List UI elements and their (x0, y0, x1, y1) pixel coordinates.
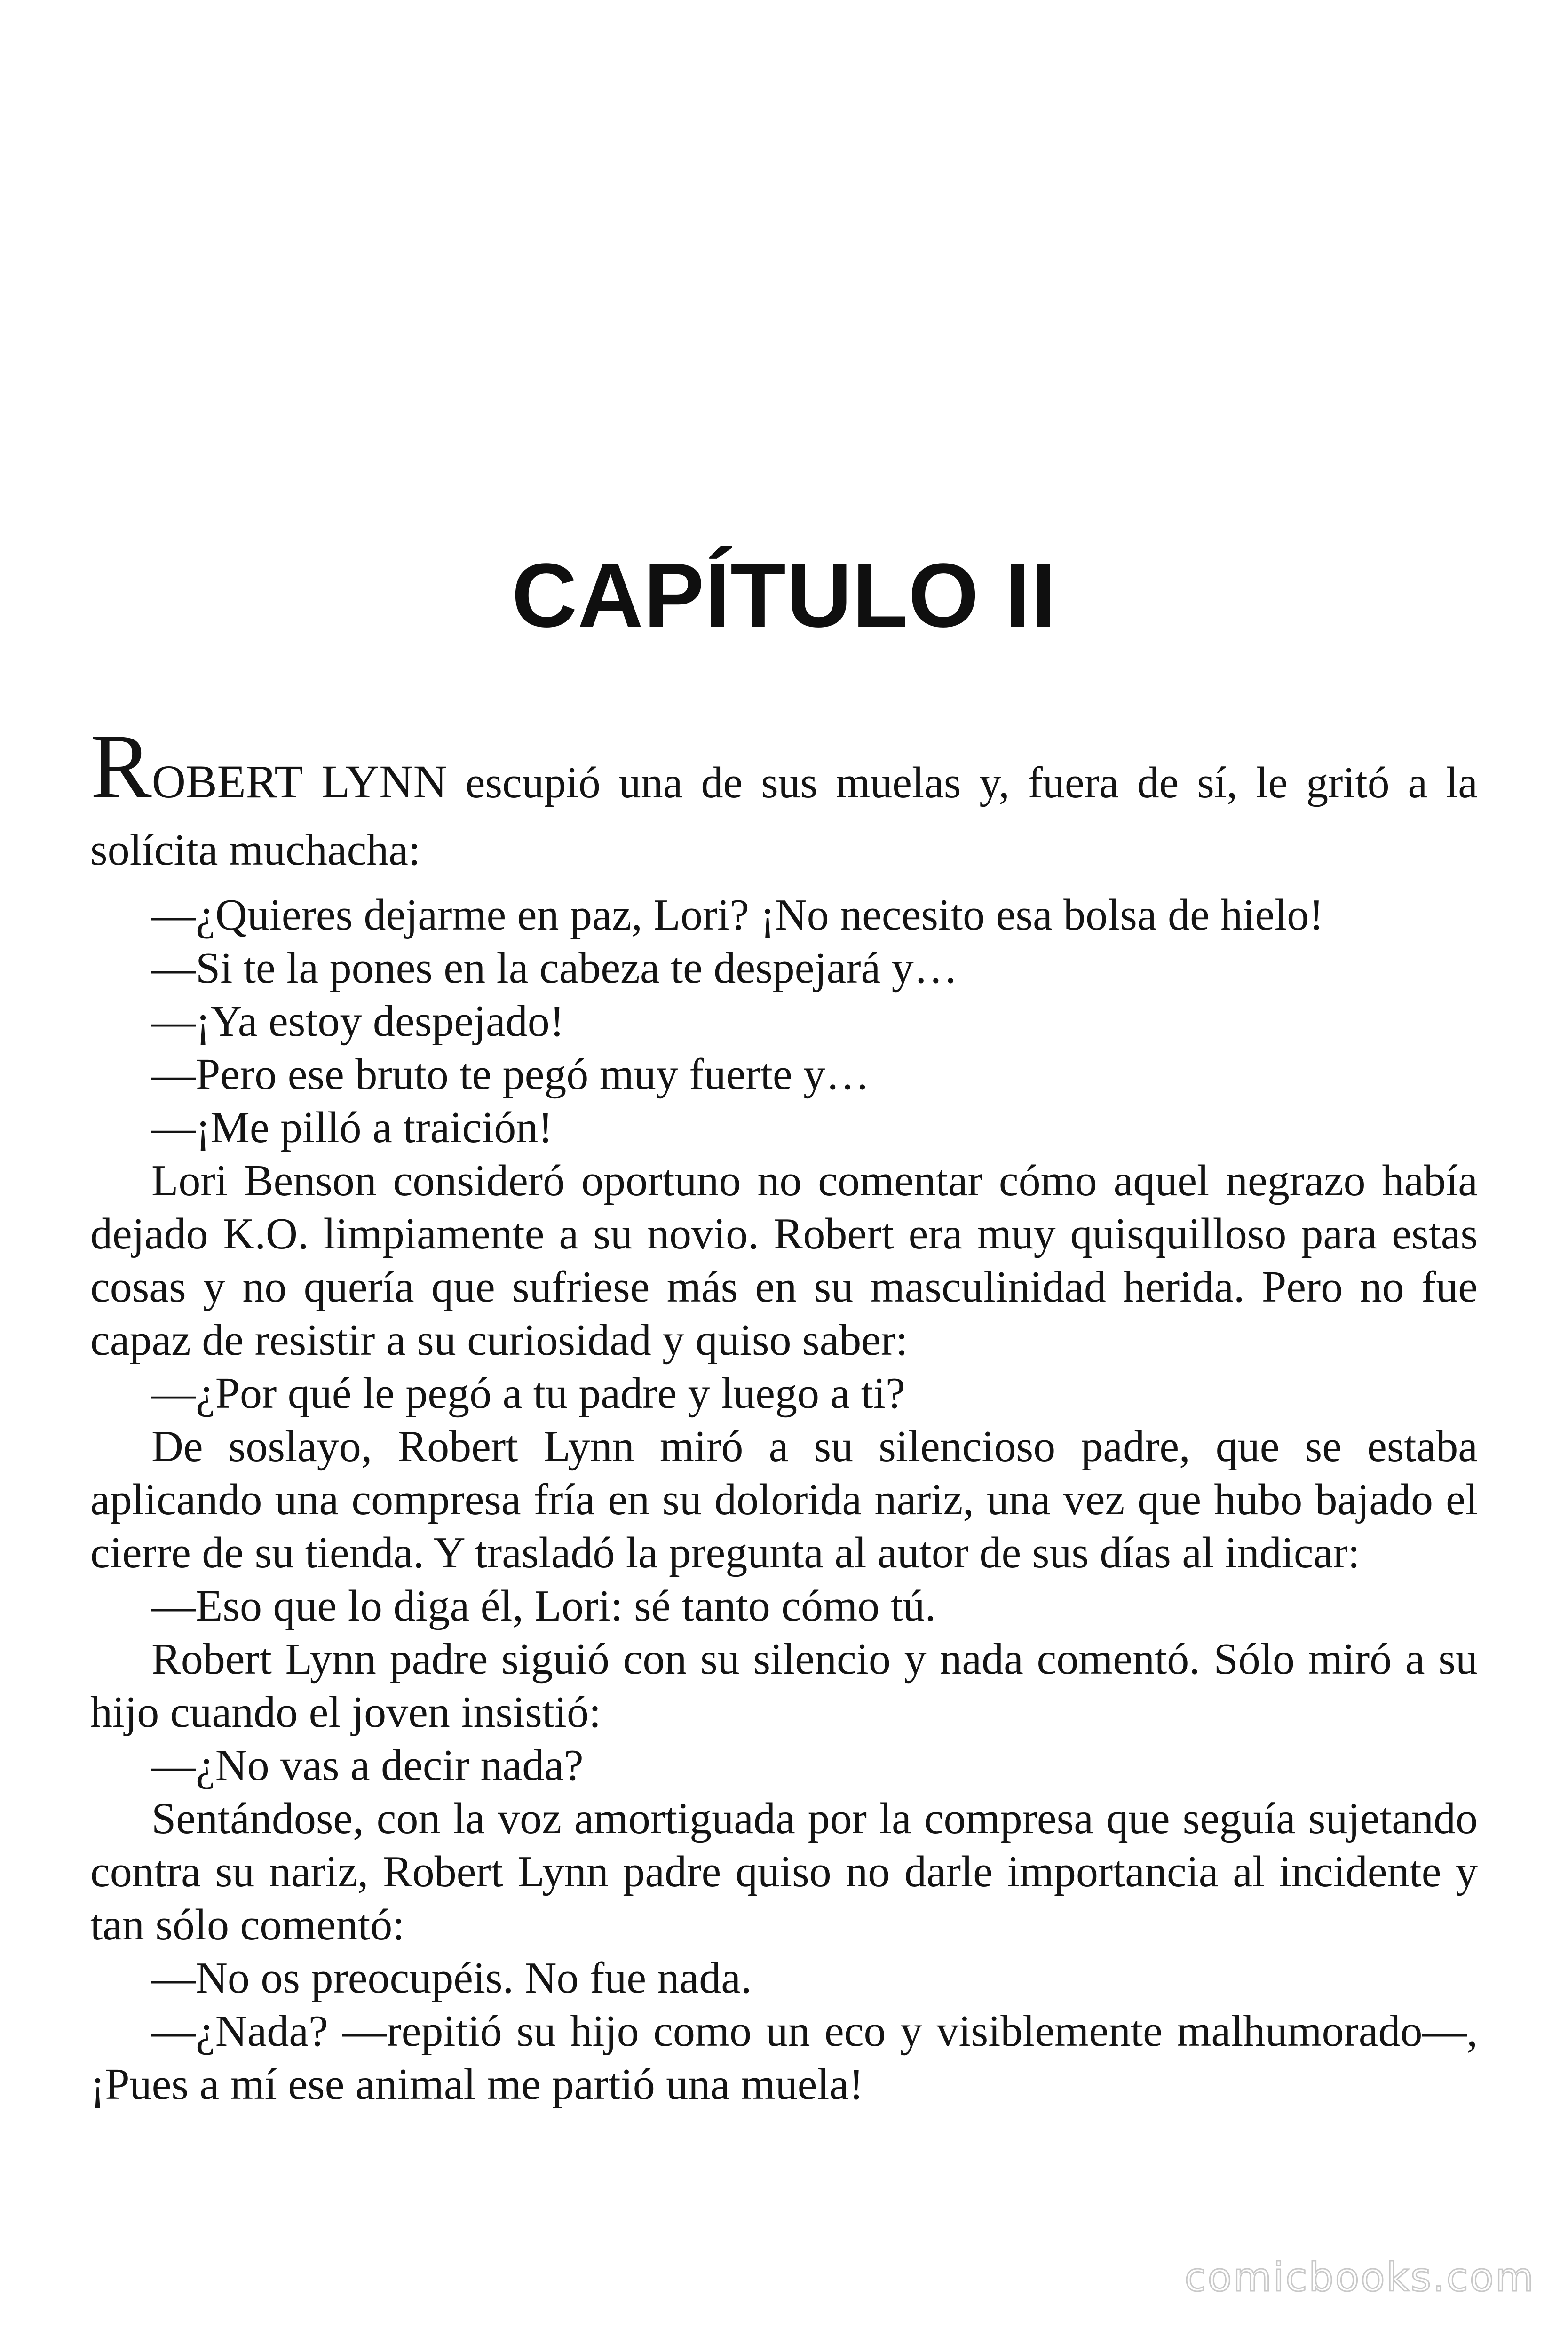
paragraph-10: —Eso que lo diga él, Lori: sé tanto cómo tú. (151, 1581, 936, 1630)
paragraph-13: Sentándose, con la voz amortiguada por la compresa que seguía sujetando contra su nariz, Robert Lynn padre quiso no darle importancia al incidente y tan sólo comentó: (90, 1794, 1478, 1949)
paragraph-12: —¿No vas a decir nada? (151, 1741, 584, 1790)
paragraph-7: Lori Benson consideró oportuno no comentar cómo aquel negrazo había dejado K.O. limpiamente a su novio. Robert era muy quisquilloso para estas cosas y no quería que sufriese más en su masculinidad herida. Pero no fue capaz de resistir a su curiosidad y quiso saber: (90, 1156, 1478, 1365)
paragraph-15: —¿Nada? —repitió su hijo como un eco y visiblemente malhumorado—, ¡Pues a mí ese animal me partió una muela! (90, 2007, 1478, 2109)
paragraph-3: —Si te la pones en la cabeza te despejará y… (151, 944, 958, 993)
paragraph-8: —¿Por qué le pegó a tu padre y luego a ti? (151, 1369, 905, 1418)
paragraph-14: —No os preocupéis. No fue nada. (151, 1954, 752, 2002)
small-caps-name: OBERT LYNN (151, 755, 447, 808)
paragraph-4: —¡Ya estoy despejado! (151, 997, 565, 1046)
paragraph-5: —Pero ese bruto te pegó muy fuerte y… (151, 1050, 870, 1099)
paragraph-2: —¿Quieres dejarme en paz, Lori? ¡No necesito esa bolsa de hielo! (151, 890, 1324, 939)
paragraph-6: —¡Me pilló a traición! (151, 1103, 553, 1152)
paragraph-9: De soslayo, Robert Lynn miró a su silencioso padre, que se estaba aplicando una compresa fría en su dolorida nariz, una vez que hubo bajado el cierre de su tienda. Y trasladó la pregunta al autor de sus días al indicar: (90, 1422, 1478, 1577)
drop-cap: R (90, 715, 152, 818)
paragraph-text: escupió una de sus muelas y, fuera de sí, le gritó a la solícita muchacha: (90, 758, 1478, 874)
paragraph-11: Robert Lynn padre siguió con su silencio y nada comentó. Sólo miró a su hijo cuando el joven insistió: (90, 1635, 1478, 1737)
paragraph-1 (90, 715, 1478, 884)
chapter-title: CAPÍTULO II (511, 544, 1057, 646)
watermark: comicbooks.com (1184, 2254, 1535, 2300)
chapter-body (90, 715, 1478, 2111)
